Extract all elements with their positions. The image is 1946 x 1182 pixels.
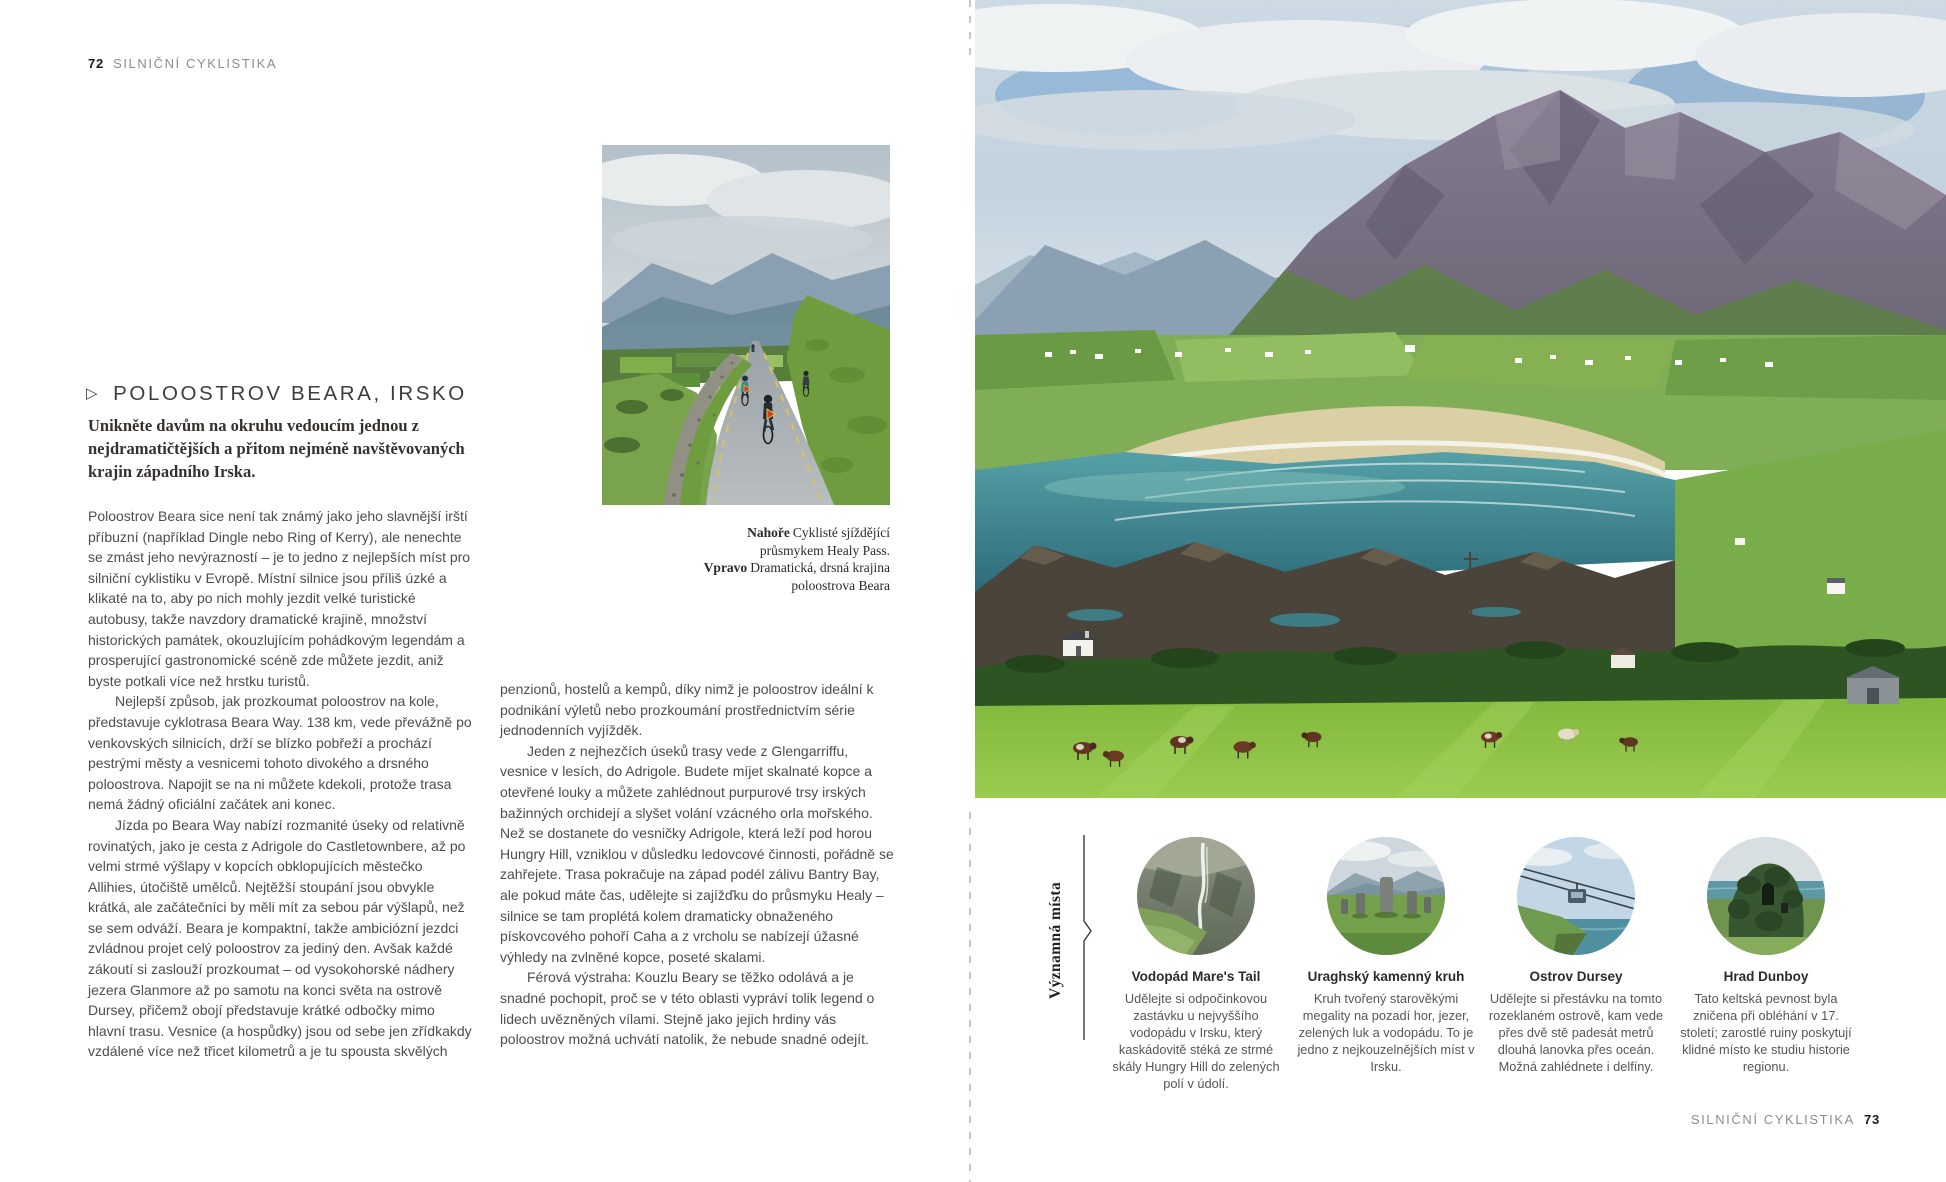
body-column-2 (500, 679, 896, 1050)
caption-text: Cyklisté sjíždějící průsmykem Healy Pass. (759, 525, 890, 558)
gutter-dashed-line-top (969, 0, 971, 58)
paragraph: Jízda po Beara Way nabízí rozmanité úseky od relativně rovinatých, jako je cesta z Adrigole do Castletownbere, až po velmi strmé výšlapy v kopcích obklopujících městečko Allihies, útočiště umělců. Nejtěžší stoupání jsou obvykle krátká, ale začátečníci by měli mít za sebou pár výšlapů, než se sem odváží. Beara je kompaktní, takže ambiciózní jezdci zvládnou projet celý poloostrov za jediný den. Avšak každé zákoutí si zaslouží prozkoumat – od vysokohorské nádhery jezera Glanmore až po samotu na konci světa na ostrově Dursey, přičemž obojí představuje krátké odbočky mimo hlavní trasu. Vesnice (a hospůdky) jsou od sebe jen zřídkakdy vzdálené více než třicet kilometrů a je tu spousta skvělých (88, 816, 472, 1060)
section-label-left: SILNIČNÍ CYKLISTIKA (113, 56, 278, 71)
caption-line (688, 559, 890, 594)
castle-ruin-photo (1707, 837, 1825, 955)
running-header (88, 56, 277, 71)
caption-text: Dramatická, drsná krajina poloostrova Beara (750, 560, 890, 593)
body-column-1 (88, 506, 472, 1062)
cable-car-photo (1517, 837, 1635, 955)
places-rail-label: Významná místa (1047, 881, 1064, 999)
place-card-uragh (1291, 837, 1481, 1092)
place-description: Tato keltská pevnost byla zničena při obléhání v 17. století; zarostlé ruiny poskytují klidné místo ke studiu historie regionu. (1680, 991, 1852, 1074)
cyclist-far (751, 344, 754, 352)
caption-line (688, 524, 890, 559)
place-description: Udělejte si přestávku na tomto rozeklaném ostrově, kam vede přes dvě stě padesát metrů dlouhá lanovka přes oceán. Možná zahlédnete i delfíny. (1488, 991, 1664, 1074)
waterfall-photo (1137, 837, 1255, 955)
places-list (1101, 837, 1861, 1092)
places-rail-line (1080, 835, 1094, 1040)
article-title-text: POLOOSTROV BEARA, IRSKO (113, 381, 467, 405)
paragraph: penzionů, hostelů a kempů, díky nimž je poloostrov ideální k podnikání výletů nebo prozkoumání prostřednictvím série jednodenních vyjížděk. (500, 681, 874, 739)
section-label-right: SILNIČNÍ CYKLISTIKA (1690, 1112, 1855, 1127)
paragraph: Nejlepší způsob, jak prozkoumat poloostrov na kole, představuje cyklotrasa Beara Way. 138 km, vede převážně po venkovských silnicích, drží se blízko pobřeží a prochází pestrými městy a vesnicemi tohoto divokého a drsného poloostrova. Napojit se na ni můžete kdekoli, protože trasa nemá žádný oficiální začátek ani konec. (88, 693, 472, 813)
paragraph: Férová výstraha: Kouzlu Beary se těžko odolává a je snadné pochopit, proč se v této oblasti vypráví tolik legend o lidech uvězněných vílami. Stejně jako jejich hrdiny vás poloostrov možná uchvátí natolik, že nebude snadné odejít. (500, 969, 875, 1048)
stone-circle-photo (1327, 837, 1445, 955)
page-number-right: 73 (1863, 1112, 1880, 1127)
place-card-dunboy (1671, 837, 1861, 1092)
place-name: Ostrov Dursey (1529, 969, 1623, 984)
paragraph: Jeden z nejhezčích úseků trasy vede z Glengarriffu, vesnice v lesích, do Adrigole. Budete míjet skalnaté kopce a otevřené louky a můžete zahlédnout purpurové trsy irských bažinných orchidejí a slyšet volání vzácného orla mořského. Než se dostanete do vesničky Adrigole, která leží pod horou Hungry Hill, vzniklou v důsledku ledovcové činnosti, pořádně se zahřejete. Trasa pokračuje na západ podél zálivu Bantry Bay, ale pokud máte čas, udělejte si zajížďku do průsmyku Healy – silnice se tam proplétá kolem dramaticky obnaženého pískovcového pohoří Caha a z vrcholu se nabízejí úžasné výhledy na zvlněné kopce, poseté skalami. (500, 742, 894, 965)
cyclists-healy-pass-photo (602, 145, 890, 505)
caption-label: Vpravo (703, 560, 748, 575)
shallow-water (1045, 471, 1405, 503)
paragraph: Poloostrov Beara sice není tak známý jako jeho slavnější irští příbuzní (například Dingle nebo Ring of Kerry), ale nenechte se zmást jeho nevýrazností – je to jedno z nejlepších míst pro silniční cyklistiku v Evropě. Místní silnice jsou příliš úzké a klikaté na to, aby po nich mohly jezdit velké turistické autobusy, takže navzdory dramatické krajině, množství historických památek, okouzlujícím pohádkovým legendám a prosperující gastronomické scéně zde můžete jezdit, aniž byste potkali více než hrstku turistů. (88, 508, 471, 689)
beara-landscape-photo (975, 0, 1946, 798)
article-lede: Unikněte davům na okruhu vedoucím jednou z nejdramatičtějších a přitom nejméně navštěvovaných krajin západního Irska. (88, 416, 465, 481)
headland-roof (1827, 578, 1845, 583)
place-name: Hrad Dunboy (1723, 969, 1809, 984)
photo-caption (688, 524, 890, 594)
place-name: Vodopád Mare's Tail (1131, 969, 1261, 984)
caption-label: Nahoře (747, 525, 790, 540)
place-name: Uraghský kamenný kruh (1307, 969, 1465, 984)
article-title (86, 382, 467, 406)
running-footer (1691, 1112, 1880, 1127)
place-description: Kruh tvořený starověkými megality na pozadí hor, jezer, zelených luk a vodopádu. To je jedno z nejkouzelnějších míst v Irsku. (1297, 991, 1475, 1074)
place-card-mares-tail (1101, 837, 1291, 1092)
gutter-dashed-line-bottom (969, 812, 971, 1182)
place-description: Udělejte si odpočinkovou zastávku u nejvyššího vodopádu v Irsku, který kaskádovitě stéká ze strmé skály Hungry Hill do zelených polí v údolí. (1112, 991, 1280, 1091)
place-card-dursey (1481, 837, 1671, 1092)
triangle-marker-icon: ▷ (86, 384, 101, 402)
page-number-left: 72 (88, 56, 105, 71)
